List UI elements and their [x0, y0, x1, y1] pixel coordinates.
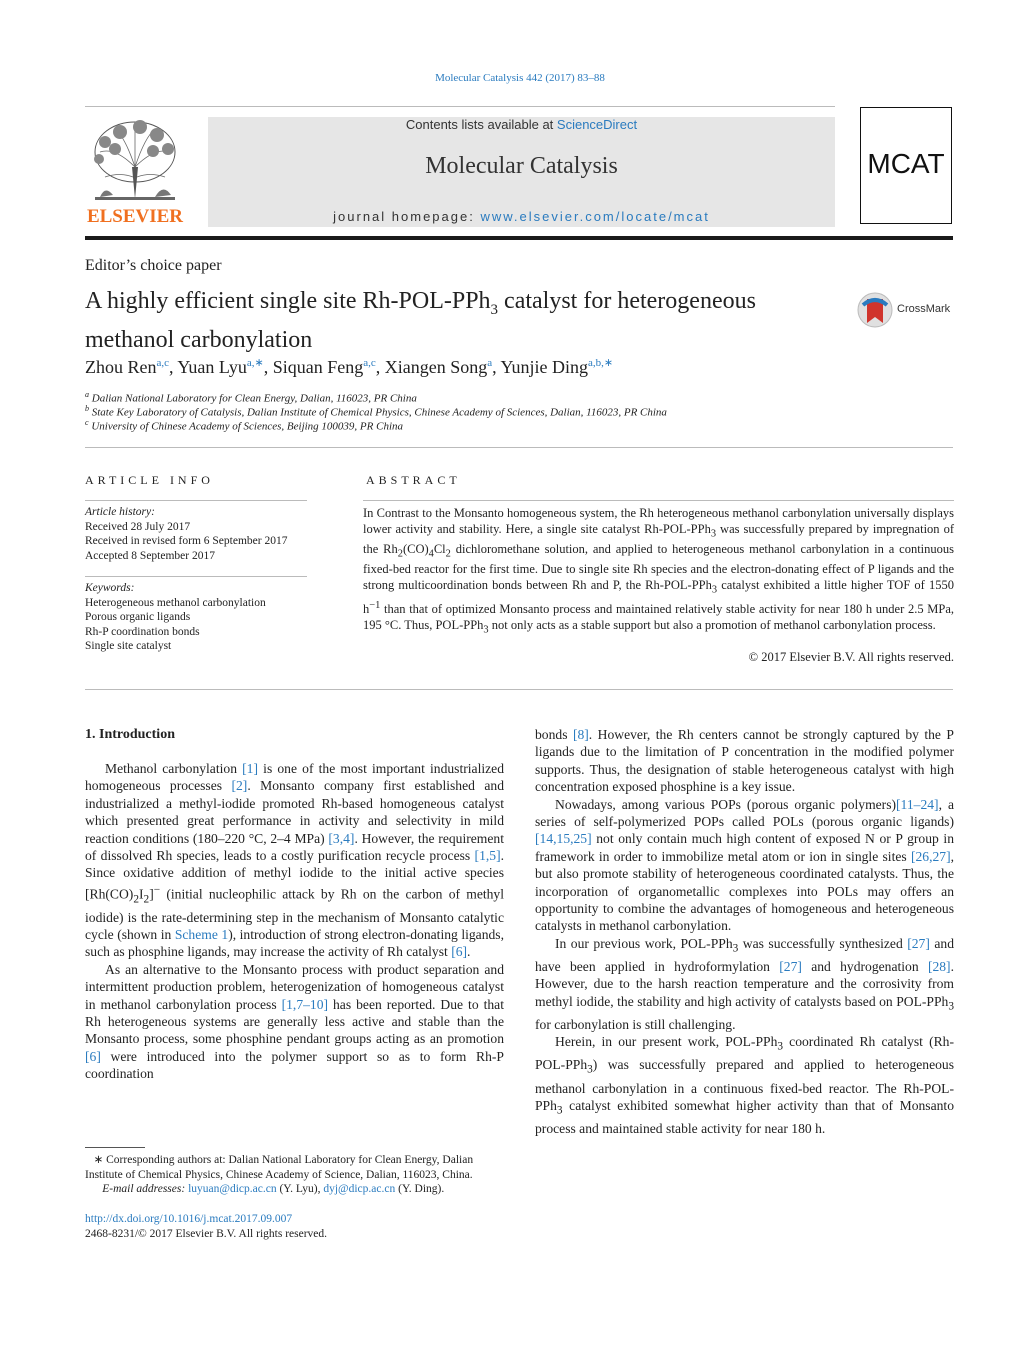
- paragraph: Nowadays, among various POPs (porous organic polymers)[11–24], a series of self-polymerized POPs called POLs (porous organic ligands) [14,15,25] not only contain much high content of exposed N or P group in framework in order to immobilize metal atom or ion in single sites [26,27], but also promote stability of heterogeneous coordinated catalysts. Thus, the incorporation of organometallic complexes into POLs may offers an opportunity to combine the advantages of homogeneous and heterogeneous catalysts in methanol carbonylation.: [535, 796, 954, 934]
- body-column-left: [85, 760, 504, 1083]
- corresponding-author-footnote: [85, 1153, 505, 1197]
- affiliation-text: University of Chinese Academy of Sciences, Beijing 100039, PR China: [91, 420, 404, 433]
- history-accepted: Accepted 8 September 2017: [85, 549, 215, 562]
- paragraph: Methanol carbonylation [1] is one of the most important industrialized homogeneous processes [2]. Monsanto company first established and industrialized a methyl-iodide promoted Rh-based homogeneous catalyst which presented great performance in activity and selectivity in mild reaction conditions (180–220 °C, 2–4 MPa) [3,4]. However, the requirement of dissolved Rh species, leads to a costly purification recycle process [1,5]. Since oxidative addition of methyl iodide to the initial active species $[Rh(CO)_2I_2]^-$ (initial nucleophilic attack by Rh on the carbon of methyl iodide) is the rate-determining step in the mechanism of Monsanto catalytic cycle (shown in Scheme 1), introduction of strong electron-donating ligands, such as phosphine ligands, may increase the activity of Rh catalyst [6].: [85, 761, 505, 960]
- paragraph: In our previous work, POL-PPh$_3$ was successfully synthesized [27] and have been applied in hydroformylation [27] and hydrogenation [28]. However, due to the harsh reaction temperature and the corrosivity from methyl iodide, the stability and high activity of catalysts based on POL-PPh$_3$ for carbonylation is still challenging.: [535, 935, 954, 1032]
- body-divider: [85, 689, 953, 690]
- title-part-1: A highly efficient single site Rh-POL-PPh: [85, 288, 491, 314]
- homepage-line: [208, 209, 835, 224]
- author-name: Zhou Ren: [85, 357, 157, 377]
- author-affil-mark[interactable]: a,∗: [246, 357, 264, 369]
- crossmark-label: CrossMark: [897, 303, 951, 315]
- footnote-star: ∗: [93, 1154, 104, 1166]
- paragraph: bonds [8]. However, the Rh centers cannot be strongly captured by the P ligands due to the limitation of P concentration in the modified polymer supports. Thus, the designation of stable heterogeneous catalyst with high concentration exposed phosphine is a key issue.: [535, 727, 954, 795]
- article-info-heading: ARTICLE INFO: [85, 473, 214, 487]
- email-link[interactable]: dyj@dicp.ac.cn: [323, 1183, 396, 1195]
- affiliation-mark: b: [85, 404, 89, 413]
- author-affil-mark[interactable]: a: [487, 357, 493, 369]
- journal-title: Molecular Catalysis: [425, 153, 618, 179]
- sciencedirect-link[interactable]: ScienceDirect: [556, 117, 638, 132]
- keyword-item: Heterogeneous methanol carbonylation: [85, 596, 266, 609]
- author-affil-mark[interactable]: a,b,∗: [587, 357, 614, 369]
- author-name: Xiangen Song: [384, 357, 488, 377]
- affiliation-divider: [85, 447, 953, 448]
- history-received: Received 28 July 2017: [85, 520, 191, 533]
- affiliation-a: [85, 390, 417, 405]
- author-separator: ,: [169, 357, 178, 377]
- paper-title: [85, 286, 845, 355]
- keyword-item: Porous organic ligands: [85, 611, 191, 623]
- author-list: [85, 356, 613, 378]
- author-separator: ,: [492, 357, 501, 377]
- journal-reference[interactable]: Molecular Catalysis 442 (2017) 83–88: [435, 72, 605, 84]
- abstract-copyright: © 2017 Elsevier B.V. All rights reserved.: [748, 650, 954, 664]
- paragraph: As an alternative to the Monsanto process with product separation and intermittent production problem, heterogenization of homogeneous catalyst in methanol carbonylation process [1,7–10] has been reported. Due to that Rh heterogeneous systems are generally less active and stable than the Monsanto process, some phosphine pendant groups acting as an promotion [6] were introduced into the polymer support so as to form Rh-P coordination: [85, 961, 504, 1082]
- abstract-rule: [363, 500, 954, 501]
- author-name: Siquan Feng: [272, 357, 364, 377]
- abstract-heading: ABSTRACT: [366, 473, 461, 487]
- abstract-body: In Contrast to the Monsanto homogeneous system, the Rh heterogeneous methanol carbonylation universally displays lower activity and stability. Here, a single site catalyst Rh-POL-PPh$_3$ was successfully prepared by impregnation of the $Rh_2(CO)_4Cl_2$ dichloromethane solution, and applied to heterogeneous methanol carbonylation in a continuous fixed-bed reactor for the first time. Due to single site Rh species and the electron-donating effect of P ligands and the strong multicoordination bonds between Rh and P, the Rh-POL-PPh$_3$ catalyst exhibited a little higher TOF of 1550 $h^{-1}$ than that of optimized Monsanto process and maintained relatively stable activity for near 180 h under 2.5 MPa, 195 °C. Thus, POL-PPh$_3$ not only acts as a stable support but also a promotion of methanol carbonylation process.: [363, 506, 955, 636]
- crossmark-badge[interactable]: [857, 291, 957, 331]
- author-separator: ,: [375, 357, 385, 377]
- doi-block: [85, 1212, 327, 1241]
- title-part-3: methanol carbonylation: [85, 326, 313, 353]
- section-heading-introduction: 1. Introduction: [85, 727, 175, 742]
- paper-category: Editor’s choice paper: [85, 257, 222, 274]
- author-separator: ,: [263, 357, 273, 377]
- affiliation-text: Dalian National Laboratory for Clean Energy, Dalian, 116023, PR China: [91, 392, 417, 405]
- email-label: E-mail addresses:: [102, 1183, 186, 1195]
- footnote-rule: [85, 1147, 145, 1148]
- header-rule: [85, 236, 953, 240]
- contents-line: [208, 117, 835, 132]
- author-name: Yunjie Ding: [500, 357, 588, 377]
- issn-copyright: 2468-8231/© 2017 Elsevier B.V. All rights reserved.: [85, 1227, 328, 1240]
- keyword-item: Single site catalyst: [85, 640, 172, 652]
- author-affil-mark[interactable]: a,c: [363, 357, 376, 369]
- email-owner: (Y. Ding).: [395, 1183, 445, 1195]
- author-name: Yuan Lyu: [177, 357, 247, 377]
- affiliation-text: State Key Laboratory of Catalysis, Dalian Institute of Chemical Physics, Chinese Academy of Sciences, Dalian, 116023, PR China: [91, 406, 667, 419]
- affiliation-b: [85, 404, 667, 419]
- article-info-rule: [85, 500, 307, 501]
- history-revised: Received in revised form 6 September 2017: [85, 535, 288, 547]
- keywords-label: Keywords:: [85, 582, 135, 594]
- keywords-block: [85, 581, 315, 654]
- elsevier-wordmark: ELSEVIER: [86, 206, 184, 227]
- affiliation-mark: a: [85, 390, 89, 399]
- crossmark-icon: [857, 291, 893, 331]
- author-affil-mark[interactable]: a,c: [156, 357, 170, 369]
- keywords-rule: [85, 576, 307, 577]
- paragraph: Herein, in our present work, POL-PPh$_3$ coordinated Rh catalyst (Rh-POL-PPh$_3$) was successfully prepared and applied to heterogeneous methanol carbonylation in a continuous fixed-bed reactor. The Rh-POL-PPh$_3$ catalyst exhibited somewhat higher activity than that of Monsanto process and maintained stable activity for near 180 h.: [535, 1034, 954, 1137]
- title-subscript: 3: [490, 301, 499, 318]
- history-label: Article history:: [85, 506, 155, 518]
- journal-cover-label: MCAT: [867, 148, 945, 179]
- homepage-prefix: journal homepage:: [333, 209, 481, 224]
- contents-prefix: Contents lists available at: [405, 117, 557, 132]
- article-history: [85, 505, 315, 563]
- keyword-item: Rh-P coordination bonds: [85, 625, 200, 638]
- affiliation-c: [85, 418, 403, 433]
- footnote-text: Corresponding authors at: Dalian National Laboratory for Clean Energy, Dalian Institute of Chemical Physics, Chinese Academy of Science, Dalian, 116023, China.: [85, 1154, 474, 1181]
- doi-link[interactable]: http://dx.doi.org/10.1016/j.mcat.2017.09.007: [85, 1213, 293, 1225]
- title-part-2: catalyst for heterogeneous: [498, 288, 756, 314]
- top-divider: [85, 106, 835, 107]
- email-link[interactable]: luyuan@dicp.ac.cn: [188, 1183, 277, 1195]
- affiliation-mark: c: [85, 418, 89, 427]
- email-owner: (Y. Lyu),: [276, 1183, 324, 1195]
- body-column-right: [535, 726, 954, 1138]
- homepage-link[interactable]: www.elsevier.com/locate/mcat: [480, 209, 710, 224]
